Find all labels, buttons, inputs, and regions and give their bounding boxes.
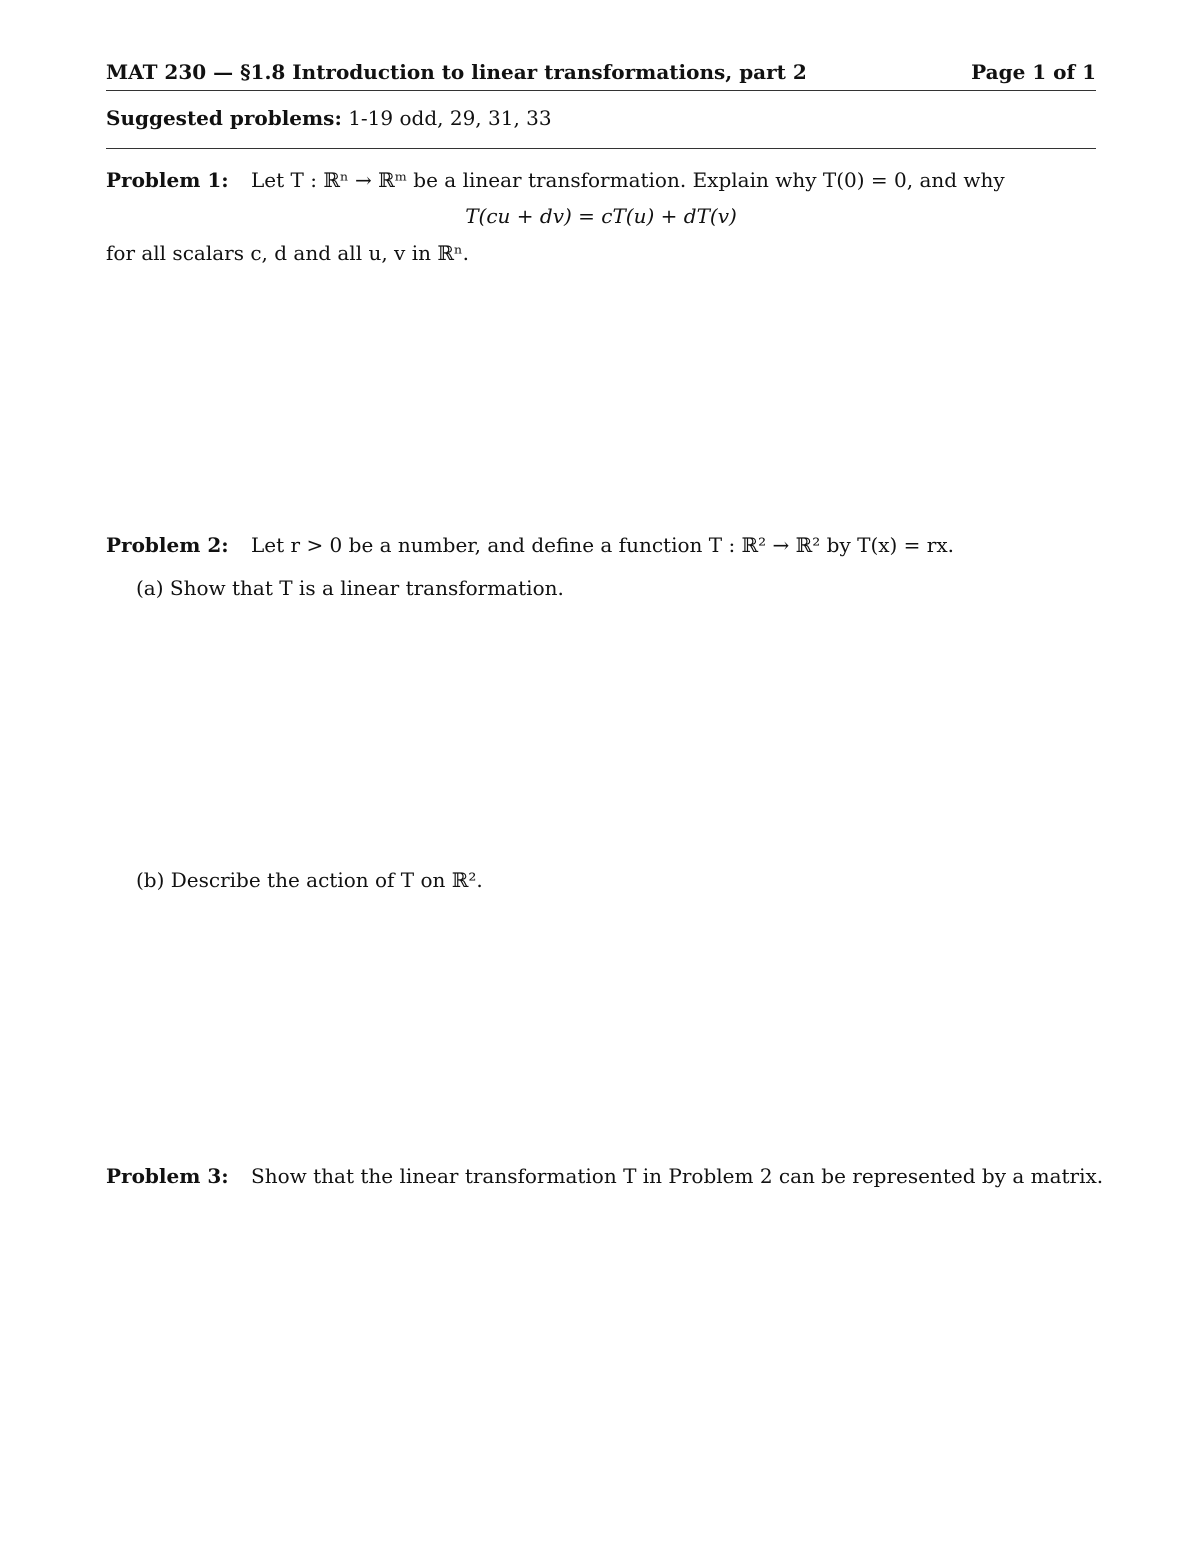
problem-1-text: Let T : ℝⁿ → ℝᵐ be a linear transformation. Explain why T(0) = 0, and why	[251, 168, 1005, 192]
suggested-label: Suggested problems:	[106, 106, 342, 130]
suggested-value: 1-19 odd, 29, 31, 33	[348, 106, 552, 130]
header-rule	[106, 90, 1096, 91]
suggested-problems	[106, 106, 552, 130]
problem-2-text: Let r > 0 be a number, and define a function T : ℝ² → ℝ² by T(x) = rx.	[251, 533, 954, 557]
suggested-rule	[106, 148, 1096, 149]
problem-1-label: Problem 1:	[106, 168, 229, 192]
problem-3	[106, 1164, 1103, 1188]
problem-1-display: T(cu + dv) = cT(u) + dT(v)	[465, 204, 737, 228]
page-header	[106, 60, 1096, 90]
problem-3-text: Show that the linear transformation T in Problem 2 can be represented by a matrix.	[251, 1164, 1104, 1188]
header-title: MAT 230 — §1.8 Introduction to linear transformations, part 2	[106, 60, 807, 84]
problem-1-equation	[106, 204, 1096, 228]
problem-2-label: Problem 2:	[106, 533, 229, 557]
problem-2-part-a: (a) Show that T is a linear transformation.	[136, 576, 564, 600]
problem-3-label: Problem 3:	[106, 1164, 229, 1188]
problem-1-continuation: for all scalars c, d and all u, v in ℝⁿ.	[106, 241, 469, 265]
problem-2-part-b: (b) Describe the action of T on ℝ².	[136, 868, 483, 892]
problem-2	[106, 533, 954, 557]
problem-1	[106, 168, 1005, 192]
header-page-number: Page 1 of 1	[971, 60, 1096, 84]
